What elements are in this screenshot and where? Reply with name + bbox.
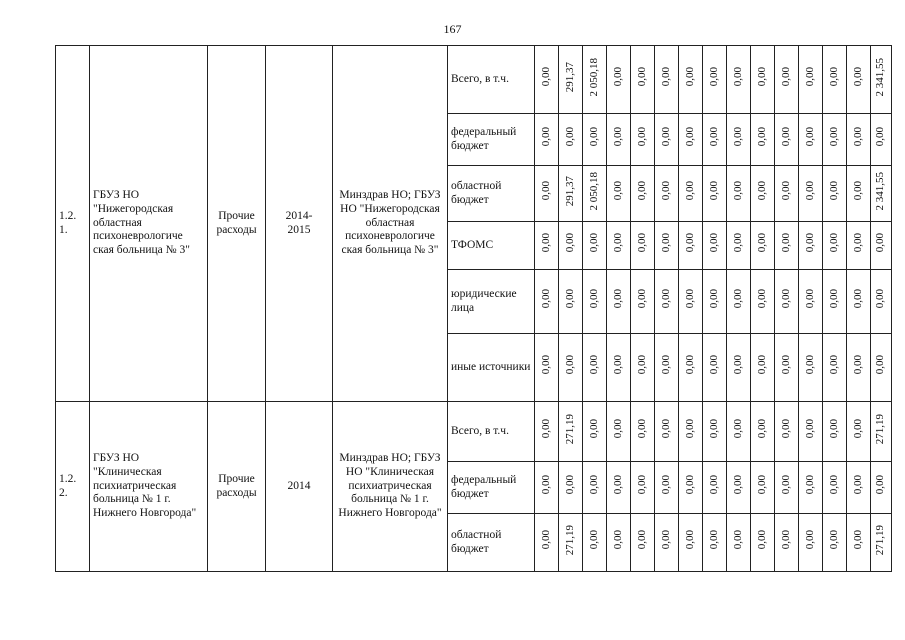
value-cell — [823, 46, 847, 114]
value-text: 0,00 — [779, 181, 792, 201]
value-cell — [847, 46, 871, 114]
value-text: 0,00 — [587, 233, 600, 253]
value-cell — [559, 222, 583, 270]
value-cell — [799, 270, 823, 334]
value-cell — [751, 462, 775, 514]
funding-source: ТФОМС — [448, 222, 535, 270]
value-text: 0,00 — [779, 475, 792, 495]
value-cell — [559, 166, 583, 222]
value-text: 0,00 — [803, 419, 816, 439]
value-cell — [607, 114, 631, 166]
value-cell — [655, 222, 679, 270]
value-cell — [583, 270, 607, 334]
executor: Минздрав НО; ГБУЗ НО "Нижегородская областная психоневрологиче ская больница № 3" — [333, 46, 448, 402]
value-text: 0,00 — [851, 67, 864, 87]
value-cell — [751, 166, 775, 222]
table-body — [56, 46, 892, 572]
funding-source: федеральный бюджет — [448, 462, 535, 514]
value-cell — [727, 166, 751, 222]
value-cell — [847, 462, 871, 514]
value-cell — [823, 114, 847, 166]
value-text: 0,00 — [755, 181, 768, 201]
value-cell — [535, 270, 559, 334]
value-text: 0,00 — [659, 181, 672, 201]
page-number: 167 — [443, 22, 462, 36]
value-text: 0,00 — [539, 475, 552, 495]
value-text: 0,00 — [539, 289, 552, 309]
value-text: 0,00 — [563, 127, 576, 147]
value-text: 0,00 — [731, 127, 744, 147]
value-cell — [703, 222, 727, 270]
value-text: 0,00 — [539, 233, 552, 253]
value-cell — [559, 402, 583, 462]
value-cell — [799, 166, 823, 222]
value-text: 0,00 — [611, 127, 624, 147]
value-text: 2 341,55 — [874, 171, 887, 211]
value-text: 0,00 — [587, 127, 600, 147]
value-text: 0,00 — [539, 127, 552, 147]
value-cell — [727, 402, 751, 462]
funding-source: федеральный бюджет — [448, 114, 535, 166]
value-cell — [847, 222, 871, 270]
value-text: 0,00 — [755, 127, 768, 147]
value-cell — [607, 222, 631, 270]
value-cell — [559, 46, 583, 114]
value-cell — [631, 222, 655, 270]
value-text: 0,00 — [707, 127, 720, 147]
value-cell — [535, 514, 559, 572]
value-text: 0,00 — [874, 233, 887, 253]
value-cell — [799, 402, 823, 462]
value-text: 0,00 — [731, 475, 744, 495]
value-cell — [823, 334, 847, 402]
value-text: 0,00 — [683, 355, 696, 375]
value-text: 0,00 — [659, 233, 672, 253]
value-text: 0,00 — [707, 67, 720, 87]
value-cell — [679, 222, 703, 270]
value-text: 0,00 — [635, 475, 648, 495]
value-cell — [679, 334, 703, 402]
value-cell — [679, 114, 703, 166]
value-cell — [823, 402, 847, 462]
value-cell — [847, 270, 871, 334]
value-text: 0,00 — [779, 289, 792, 309]
value-text: 0,00 — [803, 475, 816, 495]
value-cell — [607, 462, 631, 514]
organization-name: ГБУЗ НО "Клиническая психиатрическая больница № 1 г. Нижнего Новгорода" — [90, 402, 208, 572]
value-text: 0,00 — [563, 355, 576, 375]
value-text: 0,00 — [611, 419, 624, 439]
value-cell — [703, 46, 727, 114]
value-cell — [535, 222, 559, 270]
value-text: 0,00 — [635, 419, 648, 439]
value-cell — [535, 114, 559, 166]
value-cell — [775, 334, 799, 402]
value-cell — [799, 514, 823, 572]
value-text: 0,00 — [563, 475, 576, 495]
funding-source: областной бюджет — [448, 514, 535, 572]
value-text: 0,00 — [827, 530, 840, 550]
value-text: 0,00 — [659, 289, 672, 309]
value-text: 0,00 — [874, 289, 887, 309]
value-text: 291,37 — [563, 175, 576, 207]
value-text: 0,00 — [683, 419, 696, 439]
period: 2014 — [266, 402, 333, 572]
value-cell — [607, 334, 631, 402]
value-cell — [799, 334, 823, 402]
value-text: 0,00 — [827, 419, 840, 439]
value-cell — [679, 270, 703, 334]
value-text: 0,00 — [635, 67, 648, 87]
value-cell — [703, 114, 727, 166]
value-cell — [871, 462, 892, 514]
expense-type: Прочие расходы — [208, 402, 266, 572]
value-cell — [847, 334, 871, 402]
value-cell — [607, 166, 631, 222]
value-cell — [751, 46, 775, 114]
value-cell — [871, 46, 892, 114]
table-row — [56, 402, 892, 462]
value-text: 0,00 — [803, 530, 816, 550]
value-text: 0,00 — [731, 181, 744, 201]
value-text: 2 050,18 — [587, 57, 600, 97]
value-text: 0,00 — [851, 530, 864, 550]
value-cell — [655, 402, 679, 462]
value-text: 0,00 — [827, 475, 840, 495]
value-text: 0,00 — [539, 419, 552, 439]
value-text: 0,00 — [539, 67, 552, 87]
value-cell — [535, 334, 559, 402]
value-cell — [703, 166, 727, 222]
value-text: 0,00 — [827, 127, 840, 147]
value-text: 0,00 — [755, 233, 768, 253]
value-text: 271,19 — [874, 413, 887, 445]
value-text: 0,00 — [611, 475, 624, 495]
value-cell — [679, 462, 703, 514]
value-text: 0,00 — [635, 181, 648, 201]
value-cell — [631, 514, 655, 572]
value-text: 0,00 — [707, 419, 720, 439]
value-text: 0,00 — [827, 355, 840, 375]
value-text: 0,00 — [659, 475, 672, 495]
value-cell — [631, 166, 655, 222]
value-text: 0,00 — [851, 419, 864, 439]
value-text: 0,00 — [803, 289, 816, 309]
value-text: 0,00 — [659, 419, 672, 439]
value-cell — [703, 270, 727, 334]
value-text: 0,00 — [611, 67, 624, 87]
value-cell — [607, 402, 631, 462]
value-text: 0,00 — [731, 289, 744, 309]
value-cell — [775, 270, 799, 334]
value-cell — [679, 402, 703, 462]
value-text: 0,00 — [683, 475, 696, 495]
value-text: 0,00 — [755, 67, 768, 87]
value-cell — [655, 514, 679, 572]
value-text: 0,00 — [683, 233, 696, 253]
value-cell — [679, 514, 703, 572]
item-number: 1.2. 2. — [56, 402, 90, 572]
value-text: 0,00 — [827, 181, 840, 201]
value-cell — [727, 514, 751, 572]
value-text: 0,00 — [851, 355, 864, 375]
value-cell — [559, 114, 583, 166]
value-text: 0,00 — [779, 127, 792, 147]
value-cell — [751, 270, 775, 334]
value-text: 0,00 — [707, 355, 720, 375]
value-text: 0,00 — [827, 67, 840, 87]
funding-source: иные источники — [448, 334, 535, 402]
value-text: 291,37 — [563, 61, 576, 93]
value-cell — [631, 462, 655, 514]
value-text: 0,00 — [755, 530, 768, 550]
value-cell — [655, 166, 679, 222]
value-cell — [751, 514, 775, 572]
value-cell — [847, 114, 871, 166]
value-cell — [799, 462, 823, 514]
value-text: 0,00 — [779, 530, 792, 550]
value-text: 0,00 — [683, 530, 696, 550]
value-text: 0,00 — [611, 355, 624, 375]
value-text: 0,00 — [611, 233, 624, 253]
expense-type: Прочие расходы — [208, 46, 266, 402]
value-cell — [583, 334, 607, 402]
value-cell — [871, 166, 892, 222]
funding-source: Всего, в т.ч. — [448, 402, 535, 462]
executor: Минздрав НО; ГБУЗ НО "Клиническая психиатрическая больница № 1 г. Нижнего Новгорода" — [333, 402, 448, 572]
value-cell — [583, 514, 607, 572]
value-cell — [583, 114, 607, 166]
value-text: 0,00 — [803, 181, 816, 201]
value-cell — [799, 114, 823, 166]
value-cell — [751, 334, 775, 402]
value-text: 0,00 — [563, 233, 576, 253]
value-cell — [871, 514, 892, 572]
value-text: 0,00 — [707, 530, 720, 550]
value-cell — [559, 270, 583, 334]
value-text: 0,00 — [731, 67, 744, 87]
value-text: 0,00 — [659, 67, 672, 87]
value-text: 0,00 — [539, 355, 552, 375]
value-text: 0,00 — [779, 355, 792, 375]
value-cell — [703, 402, 727, 462]
value-cell — [679, 166, 703, 222]
value-cell — [631, 270, 655, 334]
value-text: 0,00 — [539, 181, 552, 201]
value-text: 0,00 — [851, 181, 864, 201]
value-text: 0,00 — [683, 67, 696, 87]
value-cell — [823, 166, 847, 222]
value-text: 0,00 — [611, 289, 624, 309]
value-cell — [679, 46, 703, 114]
value-cell — [727, 334, 751, 402]
table-row — [56, 46, 892, 114]
value-cell — [871, 114, 892, 166]
item-number: 1.2. 1. — [56, 46, 90, 402]
value-text: 0,00 — [587, 355, 600, 375]
value-text: 0,00 — [587, 475, 600, 495]
value-cell — [775, 514, 799, 572]
value-cell — [535, 166, 559, 222]
value-cell — [607, 46, 631, 114]
value-text: 0,00 — [659, 530, 672, 550]
value-text: 0,00 — [779, 419, 792, 439]
value-text: 0,00 — [803, 127, 816, 147]
value-text: 0,00 — [851, 289, 864, 309]
value-text: 0,00 — [827, 289, 840, 309]
value-cell — [727, 222, 751, 270]
value-cell — [607, 514, 631, 572]
value-cell — [823, 514, 847, 572]
value-text: 0,00 — [874, 127, 887, 147]
value-text: 0,00 — [731, 419, 744, 439]
value-text: 0,00 — [851, 127, 864, 147]
value-text: 0,00 — [851, 233, 864, 253]
value-text: 0,00 — [755, 419, 768, 439]
value-cell — [751, 222, 775, 270]
value-text: 271,19 — [563, 413, 576, 445]
value-cell — [655, 270, 679, 334]
value-text: 0,00 — [731, 530, 744, 550]
value-cell — [631, 46, 655, 114]
period: 2014- 2015 — [266, 46, 333, 402]
value-cell — [847, 166, 871, 222]
value-cell — [775, 402, 799, 462]
value-cell — [583, 46, 607, 114]
value-text: 0,00 — [539, 530, 552, 550]
value-cell — [871, 222, 892, 270]
value-cell — [751, 402, 775, 462]
value-cell — [823, 462, 847, 514]
value-text: 0,00 — [683, 181, 696, 201]
value-cell — [583, 462, 607, 514]
value-cell — [799, 46, 823, 114]
value-text: 0,00 — [587, 419, 600, 439]
value-text: 0,00 — [874, 475, 887, 495]
value-text: 0,00 — [635, 233, 648, 253]
value-text: 0,00 — [587, 530, 600, 550]
value-text: 0,00 — [707, 181, 720, 201]
value-cell — [871, 334, 892, 402]
value-cell — [583, 222, 607, 270]
value-cell — [775, 222, 799, 270]
value-cell — [559, 462, 583, 514]
value-text: 0,00 — [755, 475, 768, 495]
value-text: 0,00 — [755, 355, 768, 375]
value-cell — [775, 114, 799, 166]
value-cell — [847, 402, 871, 462]
value-text: 0,00 — [779, 67, 792, 87]
value-cell — [775, 462, 799, 514]
value-cell — [703, 462, 727, 514]
value-cell — [655, 462, 679, 514]
value-cell — [727, 46, 751, 114]
value-cell — [775, 46, 799, 114]
value-cell — [607, 270, 631, 334]
value-cell — [751, 114, 775, 166]
value-text: 271,19 — [874, 524, 887, 556]
funding-source: областной бюджет — [448, 166, 535, 222]
value-cell — [535, 46, 559, 114]
value-text: 0,00 — [755, 289, 768, 309]
value-cell — [871, 402, 892, 462]
value-text: 0,00 — [683, 127, 696, 147]
value-text: 0,00 — [851, 475, 864, 495]
value-cell — [535, 402, 559, 462]
value-text: 0,00 — [874, 355, 887, 375]
value-cell — [631, 334, 655, 402]
funding-source: юридические лица — [448, 270, 535, 334]
value-cell — [559, 334, 583, 402]
value-cell — [871, 270, 892, 334]
budget-table — [55, 45, 892, 572]
value-text: 0,00 — [803, 233, 816, 253]
value-cell — [823, 270, 847, 334]
value-cell — [583, 402, 607, 462]
value-cell — [655, 334, 679, 402]
value-text: 2 050,18 — [587, 171, 600, 211]
value-text: 0,00 — [803, 67, 816, 87]
value-cell — [703, 334, 727, 402]
value-text: 0,00 — [635, 355, 648, 375]
value-text: 0,00 — [659, 127, 672, 147]
value-text: 0,00 — [635, 289, 648, 309]
value-text: 0,00 — [635, 127, 648, 147]
organization-name: ГБУЗ НО "Нижегородская областная психоневрологиче ская больница № 3" — [90, 46, 208, 402]
value-cell — [727, 114, 751, 166]
value-cell — [583, 166, 607, 222]
value-cell — [535, 462, 559, 514]
value-text: 2 341,55 — [874, 57, 887, 97]
value-cell — [823, 222, 847, 270]
value-cell — [631, 114, 655, 166]
value-cell — [631, 402, 655, 462]
value-text: 0,00 — [659, 355, 672, 375]
value-cell — [847, 514, 871, 572]
value-text: 0,00 — [731, 233, 744, 253]
value-text: 0,00 — [611, 181, 624, 201]
value-text: 0,00 — [803, 355, 816, 375]
value-cell — [655, 114, 679, 166]
value-text: 0,00 — [563, 289, 576, 309]
value-text: 0,00 — [635, 530, 648, 550]
value-cell — [775, 166, 799, 222]
value-cell — [703, 514, 727, 572]
value-text: 0,00 — [731, 355, 744, 375]
value-cell — [799, 222, 823, 270]
value-cell — [727, 270, 751, 334]
value-cell — [655, 46, 679, 114]
value-text: 271,19 — [563, 524, 576, 556]
funding-source: Всего, в т.ч. — [448, 46, 535, 114]
value-text: 0,00 — [587, 289, 600, 309]
value-text: 0,00 — [611, 530, 624, 550]
value-text: 0,00 — [707, 475, 720, 495]
value-text: 0,00 — [827, 233, 840, 253]
value-cell — [559, 514, 583, 572]
value-text: 0,00 — [683, 289, 696, 309]
value-text: 0,00 — [707, 289, 720, 309]
value-text: 0,00 — [779, 233, 792, 253]
value-text: 0,00 — [707, 233, 720, 253]
value-cell — [727, 462, 751, 514]
